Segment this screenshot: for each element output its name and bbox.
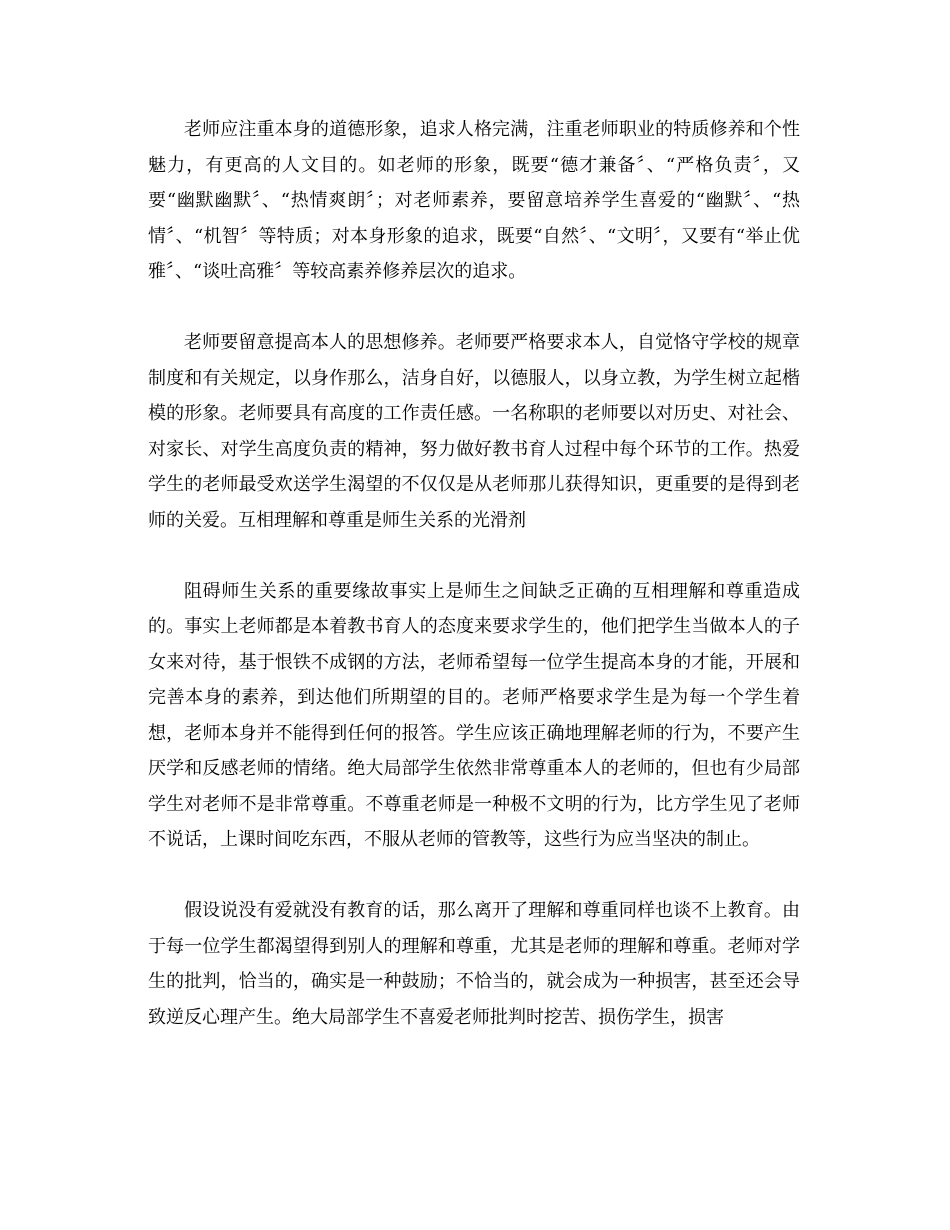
- paragraph-2: 老师要留意提高本人的思想修养。老师要严格要求本人，自觉恪守学校的规章制度和有关规定，以身作那么，洁身自好，以德服人，以身立教，为学生树立起楷模的形象。老师要具有高度的工作责任感。一名称职的老师要以对历史、对社会、对家长、对学生高度负责的精神，努力做好教书育人过程中每个环节的工作。热爱学生的老师最受欢送学生渴望的不仅仅是从老师那儿获得知识，更重要的是得到老师的关爱。互相理解和尊重是师生关系的光滑剂: [148, 332, 800, 531]
- document-body: [148, 112, 800, 1035]
- paragraph-4: 假设说没有爱就没有教育的话，那么离开了理解和尊重同样也谈不上教育。由于每一位学生都渴望得到别人的理解和尊重，尤其是老师的理解和尊重。老师对学生的批判，恰当的，确实是一种鼓励；不恰当的，就会成为一种损害，甚至还会导致逆反心理产生。绝大局部学生不喜爱老师批判时挖苦、损伤学生，损害: [148, 900, 800, 1028]
- paragraph-1: 老师应注重本身的道德形象，追求人格完满，注重老师职业的特质修养和个性魅力，有更高的人文目的。如老师的形象，既要“德才兼备〞、“严格负责〞，又要“幽默幽默〞、“热情爽朗〞；对老师素养，要留意培养学生喜爱的“幽默〞、“热情〞、“机智〞等特质；对本身形象的追求，既要“自然〞、“文明〞，又要有“举止优雅〞、“谈吐高雅〞等较高素养修养层次的追求。: [148, 119, 800, 282]
- paragraph-3: 阻碍师生关系的重要缘故事实上是师生之间缺乏正确的互相理解和尊重造成的。事实上老师都是本着教书育人的态度来要求学生的，他们把学生当做本人的子女来对待，基于恨铁不成钢的方法，老师希望每一位学生提高本身的才能，开展和完善本身的素养，到达他们所期望的目的。老师严格要求学生是为每一个学生着想，老师本身并不能得到任何的报答。学生应该正确地理解老师的行为，不要产生厌学和反感老师的情绪。绝大局部学生依然非常尊重本人的老师的，但也有少局部学生对老师不是非常尊重。不尊重老师是一种极不文明的行为，比方学生见了老师不说话，上课时间吃东西，不服从老师的管教等，这些行为应当坚决的制止。: [148, 580, 800, 850]
